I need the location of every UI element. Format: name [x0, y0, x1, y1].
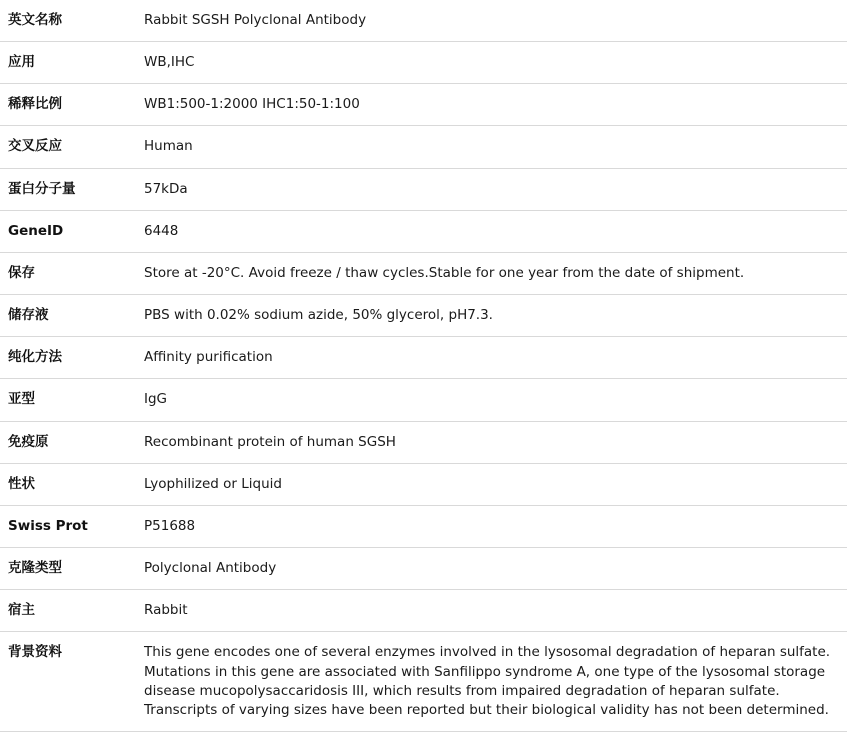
row-label: 亚型	[8, 391, 35, 408]
table-row	[0, 590, 847, 632]
row-value: Rabbit SGSH Polyclonal Antibody	[144, 12, 367, 28]
row-value: IgG	[144, 391, 168, 408]
row-value: This gene encodes one of several enzymes involved in the lysosomal degradation of heparan sulfate. Mutations in this gene are associated with Sanfilippo syndrome A, one type of the lysosomal storage disease mucopolysaccaridosis III, which results from impaired degradation of heparan sulfate. Transcripts of varying sizes have been reported but their biological validity has not been determined.	[144, 644, 831, 718]
table-row	[0, 548, 847, 590]
row-label: 纯化方法	[8, 349, 62, 366]
table-row	[0, 252, 847, 294]
table-row	[0, 421, 847, 463]
row-value: Rabbit	[144, 602, 188, 619]
row-value: 6448	[144, 222, 179, 239]
row-value: WB,IHC	[144, 54, 195, 71]
table-row	[0, 42, 847, 84]
table-row	[0, 126, 847, 168]
row-value: 57kDa	[144, 180, 188, 197]
row-label: 性状	[8, 475, 35, 492]
row-value: Polyclonal Antibody	[144, 560, 277, 577]
row-value: Lyophilized or Liquid	[144, 475, 282, 492]
table-row	[0, 210, 847, 252]
row-label: Swiss Prot	[8, 517, 88, 534]
table-row	[0, 379, 847, 421]
row-label: 稀释比例	[8, 96, 62, 113]
row-value: P51688	[144, 517, 196, 534]
table-row	[0, 0, 847, 42]
table-row	[0, 337, 847, 379]
row-label: 储存液	[8, 307, 49, 324]
row-label: 宿主	[8, 602, 35, 619]
row-value: Affinity purification	[144, 349, 273, 366]
row-value: Human	[144, 138, 193, 155]
table-row	[0, 463, 847, 505]
row-label: GeneID	[8, 222, 64, 239]
row-label: 免疫原	[8, 433, 49, 450]
row-value: Store at -20°C. Avoid freeze / thaw cycles.Stable for one year from the date of shipment.	[144, 264, 745, 281]
row-value: WB1:500-1:2000 IHC1:50-1:100	[144, 96, 360, 113]
row-label: 蛋白分子量	[8, 180, 76, 197]
row-label: 克隆类型	[8, 560, 62, 577]
row-label: 保存	[8, 264, 35, 281]
table-row	[0, 505, 847, 547]
table-row-background	[0, 632, 847, 732]
row-value: Recombinant protein of human SGSH	[144, 433, 396, 450]
row-value: PBS with 0.02% sodium azide, 50% glycerol, pH7.3.	[144, 307, 493, 324]
row-label: 交叉反应	[8, 138, 62, 155]
row-label: 背景资料	[8, 644, 62, 661]
table-row	[0, 168, 847, 210]
table-row	[0, 84, 847, 126]
row-label: 英文名称	[8, 12, 62, 28]
row-label: 应用	[8, 54, 35, 71]
table-row	[0, 295, 847, 337]
